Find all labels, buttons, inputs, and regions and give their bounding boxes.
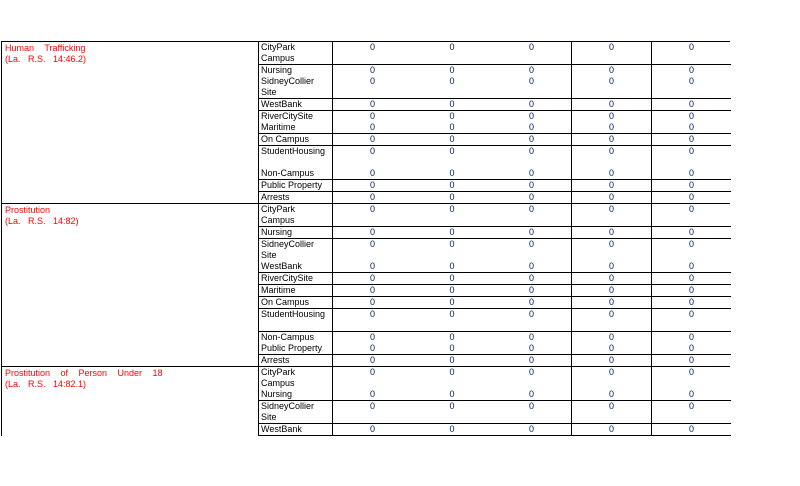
stat-value: 0: [571, 309, 651, 320]
stat-value: 0: [369, 285, 375, 295]
stat-value: 0: [369, 389, 375, 399]
stat-value: 0: [571, 76, 651, 87]
table-line: [259, 53, 731, 64]
stat-value: [651, 320, 731, 331]
stat-value: 0: [571, 389, 651, 400]
stat-value: 0: [528, 309, 534, 319]
stat-value: 0: [528, 261, 534, 271]
location-label: WestBank: [259, 99, 333, 110]
stat-value: 0: [571, 65, 651, 76]
stat-value: 0: [528, 134, 534, 144]
stat-value: 0: [449, 273, 455, 283]
location-label: Non-Campus: [259, 168, 333, 179]
location-label: Site: [259, 412, 333, 423]
stat-value: [333, 157, 412, 168]
stat-value: [412, 378, 492, 389]
stat-value: 0: [528, 146, 534, 156]
stat-value: [333, 250, 412, 261]
table-row: [259, 239, 731, 273]
stat-value: 0: [651, 76, 731, 87]
stat-value: 0: [651, 424, 731, 435]
stat-value: [651, 215, 731, 226]
stat-value: 0: [528, 111, 534, 121]
table-line: [259, 134, 731, 145]
location-label: RiverCitySite: [259, 111, 333, 122]
stat-value: [651, 412, 731, 423]
stat-value: [333, 412, 412, 423]
stat-value: 0: [651, 343, 731, 354]
location-label: SidneyCollier: [259, 76, 333, 87]
table-line: [259, 99, 731, 110]
table-line: [259, 273, 731, 284]
table-line: [259, 332, 731, 343]
stat-value: [571, 320, 651, 331]
stat-value: 0: [571, 204, 651, 215]
stat-value: [412, 157, 492, 168]
stat-value: [571, 53, 651, 64]
table-line: [259, 227, 731, 238]
stat-value: [333, 87, 412, 98]
stat-value: 0: [528, 204, 534, 214]
table-row: [259, 424, 731, 436]
stat-value: 0: [528, 332, 534, 342]
table-row: [259, 204, 731, 227]
stat-value: 0: [571, 273, 651, 284]
stat-value: 0: [528, 297, 534, 307]
table-row: [259, 111, 731, 134]
stat-value: [571, 215, 651, 226]
statute-section: [2, 204, 730, 367]
table-row: [259, 332, 731, 355]
statute-label-cell: [2, 42, 259, 203]
table-row: [259, 273, 731, 285]
stat-value: 0: [449, 309, 455, 319]
stat-value: 0: [571, 401, 651, 412]
table-row: [259, 65, 731, 99]
stat-value: [492, 378, 571, 389]
stat-value: [651, 87, 731, 98]
stat-value: [571, 157, 651, 168]
stat-value: 0: [528, 424, 534, 434]
stat-value: 0: [449, 76, 455, 86]
stat-value: 0: [528, 168, 534, 178]
stat-value: 0: [528, 389, 534, 399]
stat-value: 0: [369, 122, 375, 132]
stat-value: 0: [449, 401, 455, 411]
stat-value: 0: [571, 227, 651, 238]
table-row: [259, 192, 731, 203]
statute-rows: [259, 367, 731, 436]
stat-value: [651, 378, 731, 389]
stat-value: 0: [571, 180, 651, 191]
stat-value: 0: [528, 227, 534, 237]
table-line: [259, 355, 731, 366]
stat-value: 0: [651, 65, 731, 76]
stat-value: 0: [369, 309, 375, 319]
location-label: Campus: [259, 53, 333, 64]
statute-section: [2, 367, 730, 436]
stat-value: 0: [651, 99, 731, 110]
location-label: Arrests: [259, 192, 333, 203]
stat-value: 0: [651, 285, 731, 296]
stat-value: [333, 215, 412, 226]
location-label: WestBank: [259, 424, 333, 435]
stat-value: 0: [449, 367, 455, 377]
stat-value: 0: [449, 168, 455, 178]
table-line: [259, 168, 731, 179]
table-line: [259, 261, 731, 272]
stat-value: [651, 53, 731, 64]
location-label: SidneyCollier: [259, 401, 333, 412]
stat-value: [571, 250, 651, 261]
stat-value: 0: [369, 424, 375, 434]
stat-value: 0: [449, 134, 455, 144]
table-line: [259, 424, 731, 435]
statute-rows: [259, 42, 731, 203]
stat-value: 0: [528, 239, 534, 249]
table-line: [259, 42, 731, 53]
stat-value: 0: [528, 42, 534, 52]
stat-value: 0: [369, 239, 375, 249]
stat-value: [412, 53, 492, 64]
stat-value: [412, 215, 492, 226]
stat-value: [492, 87, 571, 98]
table-line: [259, 65, 731, 76]
stat-value: 0: [449, 227, 455, 237]
stat-value: 0: [369, 134, 375, 144]
table-line: [259, 122, 731, 133]
stat-value: 0: [651, 180, 731, 191]
location-label: Public Property: [259, 343, 333, 354]
location-label: CityPark: [259, 204, 333, 215]
statute-citation: (La. R.S. 14:46.2): [5, 54, 87, 64]
stat-value: 0: [528, 343, 534, 353]
stat-value: [571, 412, 651, 423]
stat-value: 0: [571, 367, 651, 378]
table-line: [259, 204, 731, 215]
stat-value: 0: [571, 168, 651, 179]
stat-value: 0: [651, 297, 731, 308]
table-line: [259, 250, 731, 261]
stat-value: 0: [369, 297, 375, 307]
table-line: [259, 367, 731, 378]
stat-value: 0: [651, 42, 731, 53]
stat-value: 0: [449, 239, 455, 249]
stat-value: 0: [449, 180, 455, 190]
location-label: [259, 157, 333, 168]
stat-value: 0: [571, 99, 651, 110]
stat-value: 0: [528, 285, 534, 295]
stat-value: 0: [528, 355, 534, 365]
table-line: [259, 401, 731, 412]
table-row: [259, 355, 731, 366]
stat-value: 0: [651, 355, 731, 366]
location-label: CityPark: [259, 42, 333, 53]
stat-value: 0: [571, 111, 651, 122]
table-line: [259, 111, 731, 122]
statute-citation: (La. R.S. 14:82.1): [5, 379, 87, 389]
stat-value: 0: [528, 401, 534, 411]
location-label: SidneyCollier: [259, 239, 333, 250]
stat-value: 0: [651, 261, 731, 272]
location-label: RiverCitySite: [259, 273, 333, 284]
stat-value: 0: [449, 192, 455, 202]
stat-value: 0: [369, 204, 375, 214]
stat-value: 0: [369, 367, 375, 377]
statute-title: Human Trafficking: [5, 43, 86, 53]
stat-value: 0: [651, 273, 731, 284]
table-row: [259, 146, 731, 180]
table-row: [259, 297, 731, 309]
stat-value: 0: [651, 389, 731, 400]
stat-value: 0: [528, 76, 534, 86]
stat-value: 0: [369, 401, 375, 411]
stat-value: 0: [571, 239, 651, 250]
stat-value: 0: [449, 65, 455, 75]
stat-value: 0: [449, 122, 455, 132]
stat-value: 0: [449, 332, 455, 342]
stat-value: 0: [369, 180, 375, 190]
table-line: [259, 389, 731, 400]
location-label: CityPark: [259, 367, 333, 378]
stat-value: 0: [571, 261, 651, 272]
stat-value: [412, 412, 492, 423]
location-label: Site: [259, 250, 333, 261]
stat-value: 0: [449, 261, 455, 271]
location-label: StudentHousing: [259, 309, 333, 320]
stat-value: [412, 87, 492, 98]
stat-value: 0: [528, 65, 534, 75]
stat-value: [571, 87, 651, 98]
stat-value: 0: [369, 192, 375, 202]
stat-value: [412, 320, 492, 331]
stat-value: 0: [449, 343, 455, 353]
table-row: [259, 99, 731, 111]
stat-value: [492, 157, 571, 168]
location-label: Public Property: [259, 180, 333, 191]
stat-value: 0: [651, 192, 731, 203]
stat-value: [492, 412, 571, 423]
stat-value: 0: [528, 99, 534, 109]
stat-value: [492, 53, 571, 64]
stat-value: 0: [528, 122, 534, 132]
statute-citation: (La. R.S. 14:82): [5, 216, 79, 226]
table-line: [259, 146, 731, 157]
stat-value: 0: [651, 227, 731, 238]
table-line: [259, 192, 731, 203]
stat-value: 0: [449, 355, 455, 365]
table-line: [259, 239, 731, 250]
stat-value: 0: [449, 285, 455, 295]
stat-value: [412, 250, 492, 261]
stat-value: 0: [369, 168, 375, 178]
table-row: [259, 401, 731, 424]
location-label: [259, 320, 333, 331]
table-line: [259, 297, 731, 308]
stat-value: 0: [571, 122, 651, 133]
stat-value: [571, 378, 651, 389]
stat-value: 0: [651, 134, 731, 145]
table-line: [259, 320, 731, 331]
stat-value: 0: [651, 367, 731, 378]
stat-value: 0: [651, 111, 731, 122]
crime-stats-table: [1, 41, 730, 436]
table-line: [259, 157, 731, 168]
stat-value: 0: [449, 146, 455, 156]
stat-value: 0: [571, 355, 651, 366]
stat-value: 0: [571, 285, 651, 296]
stat-value: 0: [449, 42, 455, 52]
stat-value: 0: [651, 401, 731, 412]
table-row: [259, 227, 731, 239]
stat-value: 0: [369, 99, 375, 109]
statute-rows: [259, 204, 731, 366]
stat-value: 0: [369, 76, 375, 86]
stat-value: 0: [651, 309, 731, 320]
stat-value: [651, 157, 731, 168]
table-row: [259, 180, 731, 192]
table-row: [259, 42, 731, 65]
stat-value: 0: [571, 134, 651, 145]
table-line: [259, 76, 731, 87]
stat-value: 0: [528, 192, 534, 202]
location-label: Site: [259, 87, 333, 98]
stat-value: 0: [528, 273, 534, 283]
stat-value: 0: [571, 146, 651, 157]
stat-value: 0: [449, 389, 455, 399]
stat-value: 0: [369, 343, 375, 353]
location-label: Maritime: [259, 122, 333, 133]
stat-value: 0: [449, 111, 455, 121]
location-label: Arrests: [259, 355, 333, 366]
location-label: Nursing: [259, 389, 333, 400]
statute-title: Prostitution of Person Under 18: [5, 368, 163, 378]
table-line: [259, 412, 731, 423]
location-label: Nursing: [259, 65, 333, 76]
stat-value: [651, 250, 731, 261]
table-line: [259, 180, 731, 191]
stat-value: 0: [571, 42, 651, 53]
location-label: On Campus: [259, 297, 333, 308]
stat-value: 0: [369, 261, 375, 271]
location-label: StudentHousing: [259, 146, 333, 157]
table-line: [259, 309, 731, 320]
table-row: [259, 134, 731, 146]
table-line: [259, 343, 731, 354]
stat-value: [492, 215, 571, 226]
statute-label-cell: [2, 367, 259, 436]
stat-value: 0: [528, 180, 534, 190]
location-label: Non-Campus: [259, 332, 333, 343]
stat-value: 0: [651, 122, 731, 133]
table-row: [259, 285, 731, 297]
location-label: Nursing: [259, 227, 333, 238]
location-label: WestBank: [259, 261, 333, 272]
location-label: Maritime: [259, 285, 333, 296]
table-row: [259, 309, 731, 332]
stat-value: 0: [369, 111, 375, 121]
stat-value: 0: [449, 297, 455, 307]
statute-section: [2, 42, 730, 204]
stat-value: [333, 378, 412, 389]
stat-value: [333, 320, 412, 331]
stat-value: 0: [571, 424, 651, 435]
location-label: Campus: [259, 215, 333, 226]
location-label: Campus: [259, 378, 333, 389]
stat-value: 0: [571, 192, 651, 203]
stat-value: 0: [651, 168, 731, 179]
stat-value: 0: [651, 204, 731, 215]
location-label: On Campus: [259, 134, 333, 145]
stat-value: 0: [369, 273, 375, 283]
stat-value: 0: [369, 227, 375, 237]
table-line: [259, 378, 731, 389]
table-line: [259, 285, 731, 296]
stat-value: 0: [369, 42, 375, 52]
table-line: [259, 215, 731, 226]
stat-value: 0: [369, 332, 375, 342]
statute-label-cell: [2, 204, 259, 366]
table-line: [259, 87, 731, 98]
stat-value: 0: [369, 146, 375, 156]
stat-value: 0: [651, 146, 731, 157]
stat-value: 0: [449, 424, 455, 434]
stat-value: 0: [651, 239, 731, 250]
stat-value: [492, 320, 571, 331]
statute-title: Prostitution: [5, 205, 51, 215]
stat-value: 0: [571, 297, 651, 308]
stat-value: 0: [369, 65, 375, 75]
stat-value: 0: [449, 204, 455, 214]
stat-value: 0: [651, 332, 731, 343]
stat-value: 0: [571, 332, 651, 343]
stat-value: [492, 250, 571, 261]
stat-value: 0: [449, 99, 455, 109]
stat-value: [333, 53, 412, 64]
stat-value: 0: [528, 367, 534, 377]
stat-value: 0: [369, 355, 375, 365]
table-row: [259, 367, 731, 401]
stat-value: 0: [571, 343, 651, 354]
